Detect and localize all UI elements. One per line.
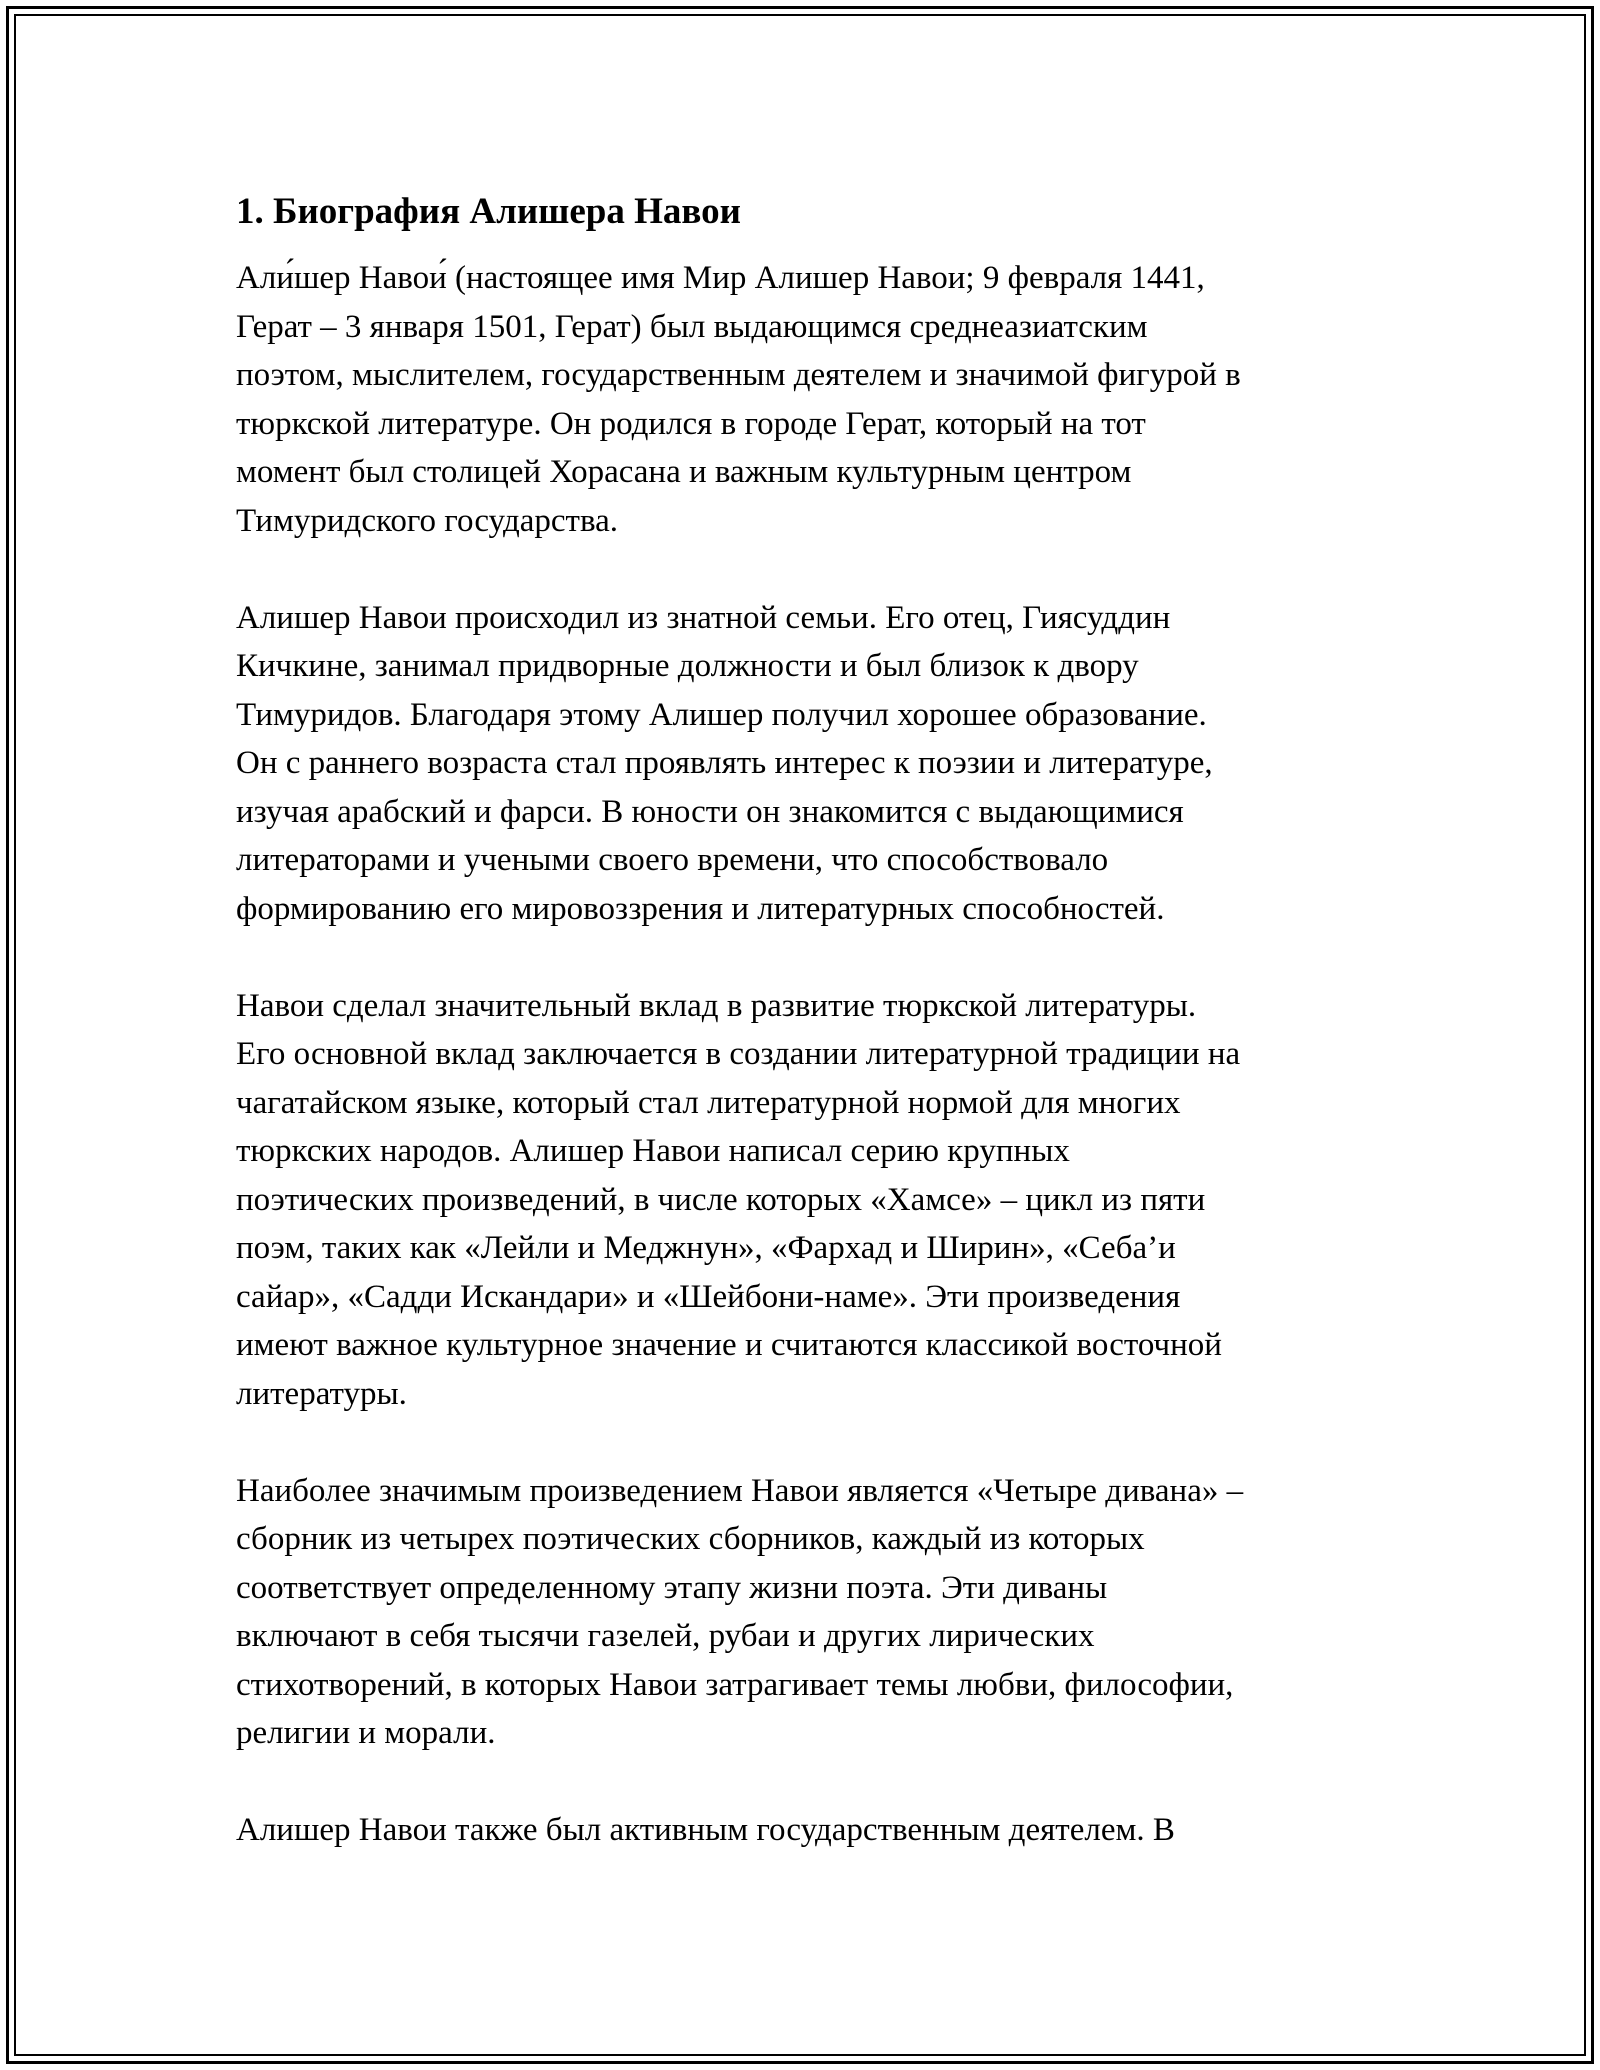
text-line: поэтических произведений, в числе которых «Хамсе» – цикл из пяти <box>236 1181 1206 1218</box>
text-line: сборник из четырех поэтических сборников, каждый из которых <box>236 1521 1145 1557</box>
text-line: тюркской литературе. Он родился в городе Герат, который на тот <box>236 405 1146 442</box>
section-heading: 1. Биография Алишера Навои <box>236 191 741 232</box>
text-line: имеют важное культурное значение и считаются классикой восточной <box>236 1327 1222 1363</box>
paragraph-4 <box>236 1467 1376 1758</box>
text-line: включают в себя тысячи газелей, рубаи и других лирических <box>236 1618 1095 1654</box>
text-line: Тимуридов. Благодаря этому Алишер получил хорошее образование. <box>236 696 1207 733</box>
text-line: чагатайском языке, который стал литературной нормой для многих <box>236 1084 1181 1121</box>
text-line: религии и морали. <box>236 1715 496 1751</box>
paragraph-2 <box>236 594 1376 934</box>
text-line: формированию его мировоззрения и литературных способностей. <box>236 890 1165 927</box>
text-line: литераторами и учеными своего времени, что способствовало <box>236 842 1109 878</box>
text-line: Алишер Навои также был активным государственным деятелем. В <box>236 1812 1175 1848</box>
paragraph-3 <box>236 982 1376 1419</box>
text-line: Он с раннего возраста стал проявлять интерес к поэзии и литературе, <box>236 745 1213 781</box>
paragraph-5 <box>236 1806 1376 1855</box>
text-line: Алишер Навои происходил из знатной семьи. Его отец, Гиясуддин <box>236 599 1171 636</box>
text-line: Али́шер Навои́ (настоящее имя Мир Алишер Навои; 9 февраля 1441, <box>236 260 1205 296</box>
text-line: Герат – 3 января 1501, Герат) был выдающимся среднеазиатским <box>236 308 1148 345</box>
document-body <box>236 188 1376 1903</box>
text-line: Его основной вклад заключается в создании литературной традиции на <box>236 1036 1241 1072</box>
paragraph-1 <box>236 254 1376 545</box>
text-line: Тимуридского государства. <box>236 502 619 539</box>
text-line: изучая арабский и фарси. В юности он знакомится с выдающимися <box>236 793 1184 830</box>
text-line: момент был столицей Хорасана и важным культурным центром <box>236 454 1132 490</box>
text-line: литературы. <box>236 1375 407 1412</box>
text-line: стихотворений, в которых Навои затрагивает темы любви, философии, <box>236 1666 1234 1703</box>
text-line: поэтом, мыслителем, государственным деятелем и значимой фигурой в <box>236 357 1241 393</box>
text-line: Навои сделал значительный вклад в развитие тюркской литературы. <box>236 987 1197 1024</box>
text-line: Наиболее значимым произведением Навои является «Четыре дивана» – <box>236 1472 1244 1509</box>
text-line: тюркских народов. Алишер Навои написал серию крупных <box>236 1133 1070 1169</box>
text-line: соответствует определенному этапу жизни поэта. Эти диваны <box>236 1569 1108 1606</box>
text-line: сайар», «Садди Искандари» и «Шейбони-наме». Эти произведения <box>236 1278 1181 1315</box>
text-line: поэм, таких как «Лейли и Меджнун», «Фархад и Ширин», «Себа’и <box>236 1230 1176 1266</box>
text-line: Кичкине, занимал придворные должности и был близок к двору <box>236 648 1139 684</box>
